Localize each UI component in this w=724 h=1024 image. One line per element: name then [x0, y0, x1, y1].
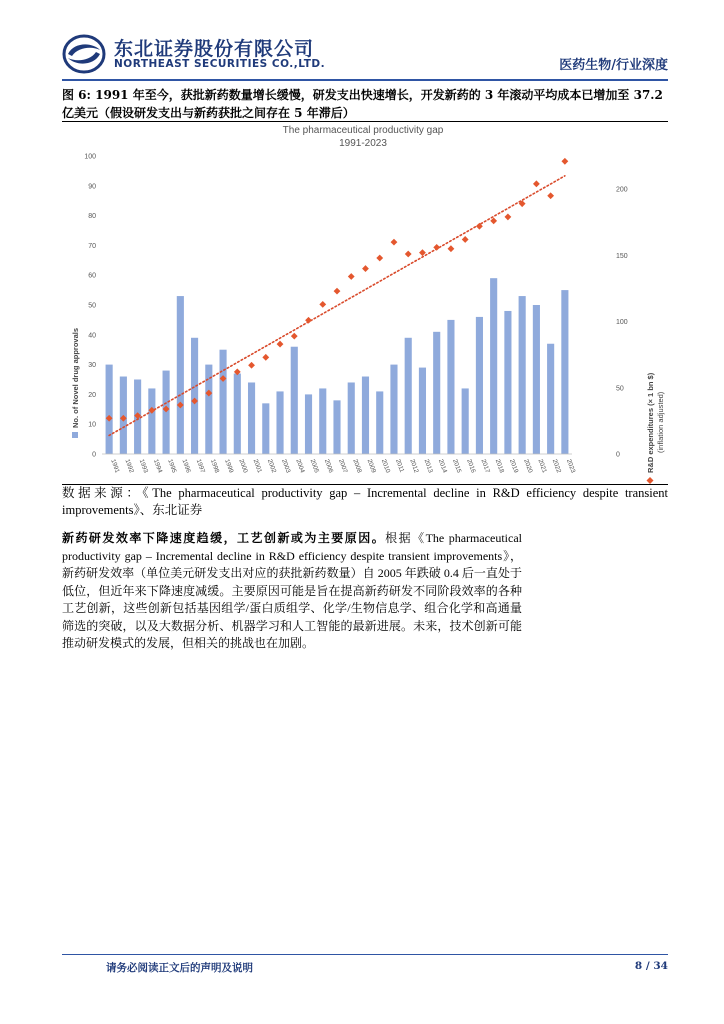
x-tick-label: 2021 [536, 458, 548, 474]
approval-bar [519, 296, 526, 454]
left-tick-label: 50 [88, 302, 96, 310]
paragraph-lead: 新药研发效率下降速度趋缓，工艺创新或为主要原因。 [62, 531, 386, 545]
left-tick-label: 70 [88, 242, 96, 250]
approval-bar [490, 278, 497, 454]
x-tick-label: 1993 [137, 458, 150, 474]
left-axis-ticks [84, 154, 96, 459]
rd-point [277, 341, 284, 348]
approval-bar [148, 388, 155, 454]
approval-bar [348, 382, 355, 454]
x-axis-ticks [102, 454, 577, 474]
right-axis-label-text: R&D expenditures (× 1 bn $) [646, 372, 655, 473]
x-tick-label: 2008 [351, 458, 363, 474]
x-tick-label: 2017 [479, 458, 491, 474]
approval-bar [533, 305, 540, 454]
approval-bar [276, 391, 283, 454]
right-tick-label: 150 [616, 252, 628, 260]
chart-canvas [62, 122, 668, 484]
x-tick-label: 1995 [166, 458, 178, 474]
approval-bar [362, 377, 369, 454]
left-axis-label [71, 328, 80, 438]
chart-title: The pharmaceutical productivity gap [282, 125, 444, 136]
rd-point [391, 239, 398, 246]
rd-point [248, 362, 255, 369]
rd-point [505, 214, 512, 221]
company-name-cn: 东北证券股份有限公司 [114, 38, 315, 60]
page-header [62, 32, 668, 78]
right-axis-label-sub: (inflation adjusted) [656, 391, 665, 453]
company-logo-icon [62, 34, 106, 74]
x-tick-label: 2010 [379, 458, 392, 474]
rd-point [433, 244, 440, 251]
rd-point [462, 236, 469, 243]
approval-bar [220, 350, 227, 454]
x-tick-label: 2009 [365, 458, 377, 474]
left-tick-label: 10 [88, 421, 96, 429]
left-tick-label: 80 [88, 213, 96, 221]
x-tick-label: 1998 [208, 458, 221, 474]
x-tick-label: 2004 [294, 458, 306, 474]
x-tick-label: 1996 [180, 458, 192, 474]
x-tick-label: 2000 [237, 458, 249, 474]
x-tick-label: 2023 [564, 458, 577, 474]
rd-point [362, 265, 369, 272]
footer-disclaimer: 请务必阅读正文后的声明及说明 [106, 962, 253, 974]
rd-point [319, 301, 326, 308]
rd-point [376, 255, 383, 262]
x-tick-label: 2007 [337, 458, 349, 474]
approval-bar [561, 290, 568, 454]
approval-bar [462, 388, 469, 454]
body-paragraph [62, 530, 522, 653]
left-tick-label: 90 [88, 183, 96, 191]
left-legend-swatch [72, 432, 78, 438]
left-tick-label: 40 [88, 332, 96, 340]
rd-point [547, 192, 554, 199]
x-tick-label: 2002 [265, 458, 278, 474]
figure-title: 图 6: 1991 年至今，获批新药数量增长缓慢，研发支出快速增长，开发新药的 3 年滚动平均成本已增加至 37.2 亿美元（假设研发支出与新药获批之间存在 5 年滞后） [62, 88, 663, 120]
x-tick-label: 1991 [109, 458, 121, 474]
x-tick-label: 2005 [308, 458, 321, 474]
rd-point [305, 317, 312, 324]
left-tick-label: 30 [88, 362, 96, 370]
approval-bar [547, 344, 554, 454]
left-tick-label: 60 [88, 272, 96, 280]
approval-bars [106, 278, 569, 454]
rd-points [106, 158, 569, 422]
rd-point [448, 245, 455, 252]
left-tick-label: 100 [84, 153, 96, 161]
approval-bar [447, 320, 454, 454]
approval-bar [262, 403, 269, 454]
left-axis-label-text: No. of Novel drug approvals [71, 327, 80, 428]
x-tick-label: 1997 [194, 458, 207, 474]
x-tick-label: 2022 [550, 458, 563, 474]
left-tick-label: 20 [88, 391, 96, 399]
rd-point [405, 251, 412, 258]
right-legend-swatch [647, 477, 654, 484]
page-number: 8 / 34 [634, 960, 668, 972]
figure-source: 数据来源：《The pharmaceutical productivity gap – Incremental decline in R&D efficiency despite transient improvements》、东北证券 [62, 486, 668, 517]
approval-bar [305, 394, 312, 454]
approval-bar [319, 388, 326, 454]
x-tick-label: 2001 [251, 458, 264, 474]
x-tick-label: 1992 [123, 458, 135, 474]
rd-point [291, 333, 298, 340]
x-tick-label: 1999 [223, 458, 235, 474]
right-axis-label [646, 372, 665, 484]
x-tick-label: 2019 [508, 458, 520, 474]
x-tick-label: 2011 [394, 458, 406, 474]
chart-subtitle: 1991-2023 [339, 138, 387, 149]
approval-bar [191, 338, 198, 454]
rd-point [262, 354, 269, 361]
x-tick-label: 2016 [465, 458, 477, 474]
approval-bar [248, 382, 255, 454]
approval-bar [106, 365, 113, 454]
rd-point [334, 288, 341, 295]
right-tick-label: 200 [616, 186, 628, 194]
paragraph-body: 根据《The pharmaceutical productivity gap – Incremental decline in R&D efficiency despite transient improvements》，新药研发效率（单位美元研发支出对应的获批新药数量）自 2005 年跌破 0.4 后一直处于低位，但近年来下降速度减缓。主要原因可能是旨在提高新药研发不同阶段效率的各种工艺创新，这些创新包括基因组学/蛋白质组学、化学/生物信息学、组合化学和高通量筛选的突破，以及大数据分析、机器学习和人工智能的最新进展。未来，技术创新可能推动研发模式的发展，但相关的挑战也在加剧。 [62, 531, 522, 650]
section-tag: 医药生物/行业深度 [559, 58, 668, 73]
footer-divider [62, 954, 668, 955]
approval-bar [333, 400, 340, 454]
left-tick-label: 0 [92, 451, 96, 459]
x-tick-label: 2006 [322, 458, 335, 474]
right-axis-ticks [616, 187, 628, 459]
approval-bar [234, 374, 241, 454]
right-tick-label: 50 [616, 385, 624, 393]
approval-bar [504, 311, 511, 454]
rd-point [561, 158, 568, 165]
header-divider [62, 79, 668, 81]
approval-bar [433, 332, 440, 454]
x-tick-label: 2020 [522, 458, 534, 474]
company-name-en: NORTHEAST SECURITIES CO.,LTD. [114, 58, 326, 70]
right-tick-label: 0 [616, 451, 620, 459]
x-tick-label: 1994 [151, 458, 164, 474]
rd-point [490, 217, 497, 224]
approval-bar [405, 338, 412, 454]
x-tick-label: 2018 [493, 458, 506, 474]
approval-bar [419, 368, 426, 454]
x-tick-label: 2014 [436, 458, 449, 474]
productivity-chart [62, 122, 668, 484]
x-tick-label: 2012 [408, 458, 420, 474]
x-tick-label: 2003 [280, 458, 292, 474]
right-tick-label: 100 [616, 319, 628, 327]
approval-bar [291, 347, 298, 454]
approval-bar [476, 317, 483, 454]
x-tick-label: 2015 [451, 458, 463, 474]
approval-bar [376, 391, 383, 454]
rd-point [533, 180, 540, 187]
approval-bar [177, 296, 184, 454]
rd-point [348, 273, 355, 280]
x-tick-label: 2013 [422, 458, 434, 474]
approval-bar [390, 365, 397, 454]
